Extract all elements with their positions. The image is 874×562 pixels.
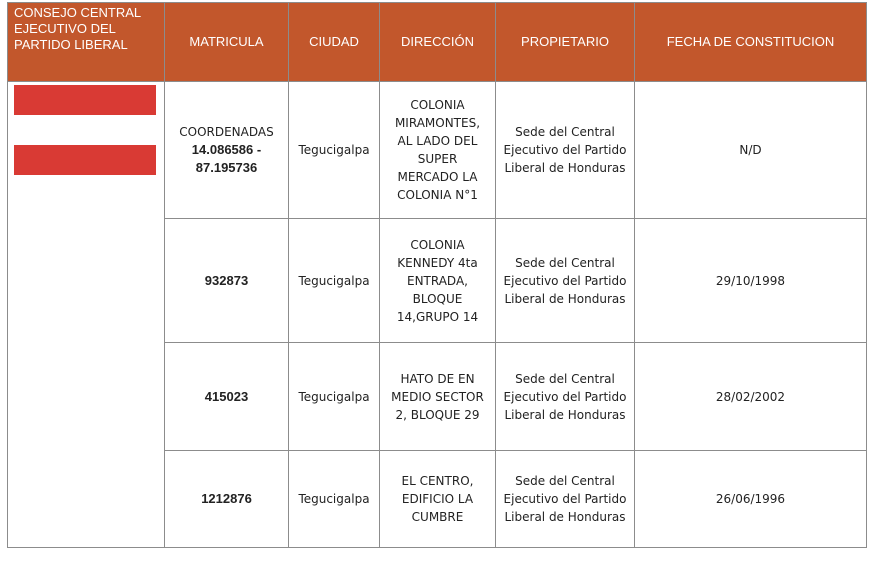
fecha-cell: 26/06/1996 xyxy=(635,451,867,548)
coordinates-value: 14.086586 - 87.195736 xyxy=(191,142,262,175)
ciudad-cell: Tegucigalpa xyxy=(289,219,380,343)
ciudad-cell: Tegucigalpa xyxy=(289,343,380,451)
owner-text: Sede del Central Ejecutivo del Partido Liberal de Honduras xyxy=(503,371,627,422)
direccion-header: DIRECCIÓN xyxy=(380,3,496,82)
address-text: EL CENTRO, EDIFICIO LA CUMBRE xyxy=(401,474,474,524)
address-text: COLONIA MIRAMONTES, AL LADO DEL SUPER MERCADO LA COLONIA N°1 xyxy=(394,98,481,202)
party-flag-cell xyxy=(8,82,165,548)
propietario-cell xyxy=(496,451,635,548)
direccion-cell xyxy=(380,219,496,343)
flag-red-stripe-top xyxy=(14,85,156,115)
property-registry-table xyxy=(7,2,867,548)
matricula-cell: 1212876 xyxy=(165,451,289,548)
direccion-cell xyxy=(380,451,496,548)
matricula-cell xyxy=(165,82,289,219)
propietario-cell xyxy=(496,219,635,343)
direccion-cell xyxy=(380,82,496,219)
ciudad-cell: Tegucigalpa xyxy=(289,451,380,548)
address-text: COLONIA KENNEDY 4ta ENTRADA, BLOQUE 14,GRUPO 14 xyxy=(396,237,479,324)
fecha-cell: 29/10/1998 xyxy=(635,219,867,343)
ciudad-header: CIUDAD xyxy=(289,3,380,82)
owner-text: Sede del Central Ejecutivo del Partido Liberal de Honduras xyxy=(503,125,627,175)
flag-red-stripe-bottom xyxy=(14,145,156,175)
organization-header: CONSEJO CENTRAL EJECUTIVO DEL PARTIDO LIBERAL xyxy=(8,3,165,82)
direccion-cell xyxy=(380,343,496,451)
fecha-header: FECHA DE CONSTITUCION xyxy=(635,3,867,82)
address-text: HATO DE EN MEDIO SECTOR 2, BLOQUE 29 xyxy=(391,371,484,422)
owner-text: Sede del Central Ejecutivo del Partido Liberal de Honduras xyxy=(503,255,627,306)
matricula-cell: 932873 xyxy=(165,219,289,343)
table-header-row xyxy=(8,3,867,82)
propietario-cell xyxy=(496,343,635,451)
propietario-cell xyxy=(496,82,635,219)
owner-text: Sede del Central Ejecutivo del Partido Liberal de Honduras xyxy=(503,474,627,524)
fecha-cell: N/D xyxy=(635,82,867,219)
matricula-header: MATRICULA xyxy=(165,3,289,82)
table-row xyxy=(8,82,867,219)
ciudad-cell: Tegucigalpa xyxy=(289,82,380,219)
matricula-cell: 415023 xyxy=(165,343,289,451)
propietario-header: PROPIETARIO xyxy=(496,3,635,82)
coordinates-label: COORDENADAS xyxy=(179,125,274,139)
fecha-cell: 28/02/2002 xyxy=(635,343,867,451)
